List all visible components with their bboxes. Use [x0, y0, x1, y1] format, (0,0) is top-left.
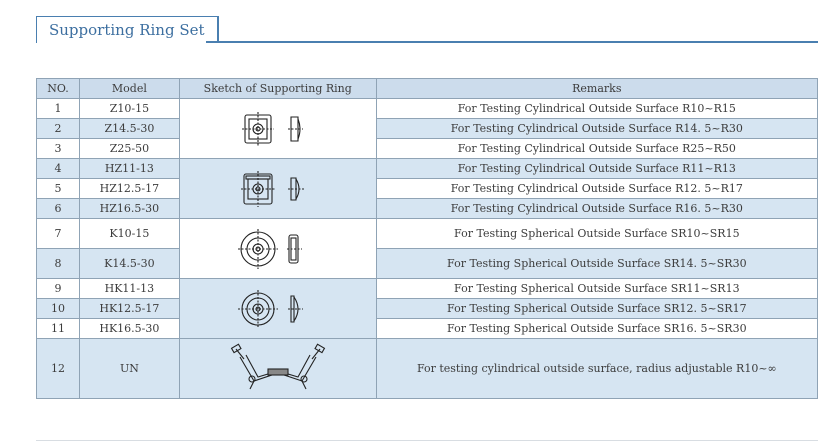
section-title: Supporting Ring Set: [49, 21, 205, 39]
cell-no: 11: [37, 319, 80, 339]
table-header-row: [37, 79, 818, 99]
sketch-cell: [179, 99, 376, 159]
cell-model: Z14.5-30: [79, 119, 179, 139]
col-header-no: NO.: [37, 79, 80, 99]
cell-no: 4: [37, 159, 80, 179]
cell-remark: For Testing Cylindrical Outside Surface R11~R13: [376, 159, 817, 179]
table-row: [37, 139, 818, 159]
cell-model: HK16.5-30: [79, 319, 179, 339]
cell-model: Z10-15: [79, 99, 179, 119]
table-row: [37, 179, 818, 199]
col-header-remarks: Remarks: [376, 79, 817, 99]
cell-model: UN: [79, 339, 179, 399]
cell-remark: For Testing Spherical Outside Surface SR11~SR13: [376, 279, 817, 299]
cell-remark: For testing cylindrical outside surface, radius adjustable R10~∞: [376, 339, 817, 399]
cell-no: 2: [37, 119, 80, 139]
title-tab: [36, 16, 219, 43]
cell-remark: For Testing Cylindrical Outside Surface R10~R15: [376, 99, 817, 119]
cell-remark: For Testing Spherical Outside Surface SR14. 5~SR30: [376, 249, 817, 279]
cell-remark: For Testing Spherical Outside Surface SR10~SR15: [376, 219, 817, 249]
cell-no: 8: [37, 249, 80, 279]
col-header-sketch: Sketch of Supporting Ring: [179, 79, 376, 99]
sketch-cell: [179, 339, 376, 399]
round-ring-curved-sketch-icon: [233, 284, 323, 334]
cell-remark: For Testing Cylindrical Outside Surface R16. 5~R30: [376, 199, 817, 219]
table-row: [37, 299, 818, 319]
table-row: [37, 279, 818, 299]
cell-remark: For Testing Spherical Outside Surface SR16. 5~SR30: [376, 319, 817, 339]
cell-no: 10: [37, 299, 80, 319]
supporting-ring-table: [36, 78, 818, 399]
square-ring-raised-sketch-icon: [233, 166, 323, 212]
table-row: [37, 319, 818, 339]
cell-model: K14.5-30: [79, 249, 179, 279]
cell-no: 3: [37, 139, 80, 159]
cell-model: HZ16.5-30: [79, 199, 179, 219]
title-underline: [206, 41, 818, 43]
sketch-cell: [179, 219, 376, 279]
cell-no: 9: [37, 279, 80, 299]
cell-no: 12: [37, 339, 80, 399]
cell-model: HK11-13: [79, 279, 179, 299]
footer-divider: [36, 440, 818, 441]
cell-no: 1: [37, 99, 80, 119]
adjustable-v-support-sketch-icon: [228, 343, 328, 395]
cell-remark: For Testing Cylindrical Outside Surface R14. 5~R30: [376, 119, 817, 139]
table-row: [37, 99, 818, 119]
cell-model: HZ11-13: [79, 159, 179, 179]
cell-model: Z25-50: [79, 139, 179, 159]
cell-model: HK12.5-17: [79, 299, 179, 319]
table-row: [37, 159, 818, 179]
cell-model: K10-15: [79, 219, 179, 249]
table-row: [37, 219, 818, 249]
sketch-cell: [179, 279, 376, 339]
cell-no: 6: [37, 199, 80, 219]
col-header-model: Model: [79, 79, 179, 99]
table-row: [37, 119, 818, 139]
table-row: [37, 199, 818, 219]
cell-no: 5: [37, 179, 80, 199]
cell-no: 7: [37, 219, 80, 249]
cell-model: HZ12.5-17: [79, 179, 179, 199]
square-ring-sketch-icon: [233, 107, 323, 151]
cell-remark: For Testing Spherical Outside Surface SR12. 5~SR17: [376, 299, 817, 319]
round-ring-sketch-icon: [233, 224, 323, 274]
table-row: [37, 339, 818, 399]
table-row: [37, 249, 818, 279]
cell-remark: For Testing Cylindrical Outside Surface R12. 5~R17: [376, 179, 817, 199]
sketch-cell: [179, 159, 376, 219]
cell-remark: For Testing Cylindrical Outside Surface R25~R50: [376, 139, 817, 159]
section-header: [36, 16, 818, 44]
